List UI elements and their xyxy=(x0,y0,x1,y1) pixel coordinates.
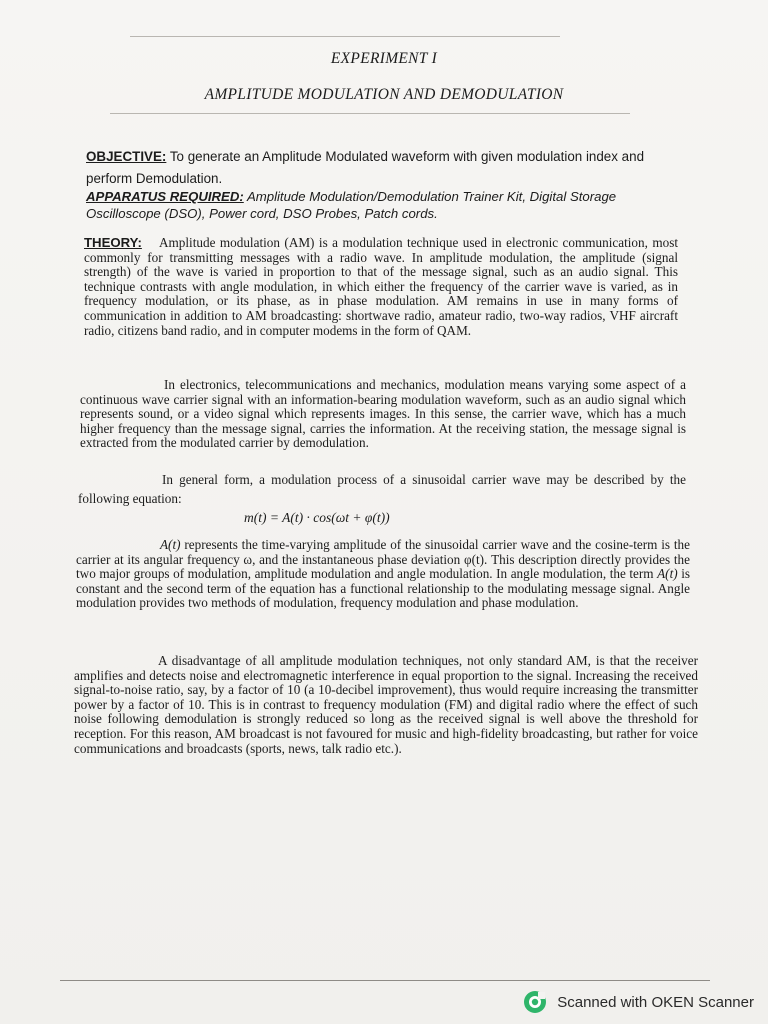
objective-label: OBJECTIVE: xyxy=(86,149,167,164)
objective-section xyxy=(86,146,664,190)
apparatus-text: Amplitude Modulation/Demodulation Trainer Kit, Digital Storage Oscilloscope (DSO), Power cord, DSO Probes, Patch cords. xyxy=(86,189,617,221)
experiment-title: EXPERIMENT I xyxy=(330,50,438,67)
amplitude-term-2: A(t) xyxy=(657,566,678,582)
theory-paragraph-5 xyxy=(74,654,698,756)
theory-p4-text-b: is constant and the second term of the equation has a functional relationship to the modulating message signal. Angle modulation provides two methods of modulation, frequency modulation and phase modulation. xyxy=(76,566,690,611)
theory-p5-text: A disadvantage of all amplitude modulation techniques, not only standard AM, is that the receiver amplifies and detects noise and electromagnetic interference in equal proportion to the signal. Increasing the received signal-to-noise ratio, say, by a factor of 10 (a 10-decibel improvement), thus would require increasing the transmitter power by a factor of 10. This is in contrast to frequency modulation (FM) and digital radio where the effect of such noise following demodulation is strongly reduced so long as the received signal is well above the threshold for reception. For this reason, AM broadcast is not favoured for music and high-fidelity broadcasting, but rather for voice communications and broadcasts (sports, news, talk radio etc.). xyxy=(74,653,698,756)
amplitude-term: A(t) xyxy=(160,537,181,552)
modulation-equation: m(t) = A(t) · cos(ωt + φ(t)) xyxy=(244,510,390,525)
theory-label: THEORY: xyxy=(84,235,142,250)
apparatus-section xyxy=(86,188,668,222)
theory-p4-text-a: represents the time-varying amplitude of the sinusoidal carrier wave and the cosine-term is the carrier at its angular frequency ω, and the instantaneous phase deviation φ(t). This description directly provides the two major groups of modulation, amplitude modulation and angle modulation. In angle modulation, the term xyxy=(76,537,690,582)
scanner-text: Scanned with OKEN Scanner xyxy=(557,993,754,1011)
oken-scanner-logo-icon xyxy=(523,990,547,1014)
theory-p3-text: In general form, a modulation process of a sinusoidal carrier wave may be described by the following equation: xyxy=(78,472,686,506)
title-divider xyxy=(110,113,630,114)
theory-p2-text: In electronics, telecommunications and mechanics, modulation means varying some aspect of a continuous wave carrier signal with an information-bearing modulation waveform, such as an audio signal which represents sound, or a video signal which represents images. In this sense, the carrier wave, which has a much higher frequency than the message signal, carries the information. At the receiving station, the message signal is extracted from the modulated carrier by demodulation. xyxy=(80,377,686,451)
experiment-subtitle: AMPLITUDE MODULATION AND DEMODULATION xyxy=(204,86,564,103)
top-divider xyxy=(130,36,560,37)
theory-paragraph-2 xyxy=(80,378,686,451)
theory-paragraph-3 xyxy=(78,470,686,508)
theory-paragraph-4 xyxy=(76,538,690,611)
scanner-watermark xyxy=(523,990,754,1014)
theory-paragraph-1 xyxy=(84,236,678,338)
objective-text: To generate an Amplitude Modulated waveform with given modulation index and perform Demodulation. xyxy=(86,149,645,186)
bottom-divider xyxy=(60,980,710,981)
apparatus-label: APPARATUS REQUIRED: xyxy=(86,189,244,204)
theory-p1-text: Amplitude modulation (AM) is a modulation technique used in electronic communication, most commonly for transmitting messages with a radio wave. In amplitude modulation, the amplitude (signal strength) of the wave is varied in proportion to that of the message signal, such as an audio signal. This technique contrasts with angle modulation, in which either the frequency of the carrier wave is varied, as in frequency modulation, or its phase, as in phase modulation. AM remains in use in many forms of communication in addition to AM broadcasting: shortwave radio, amateur radio, two-way radios, VHF aircraft radio, citizens band radio, and in computer modems in the form of QAM. xyxy=(84,235,679,338)
